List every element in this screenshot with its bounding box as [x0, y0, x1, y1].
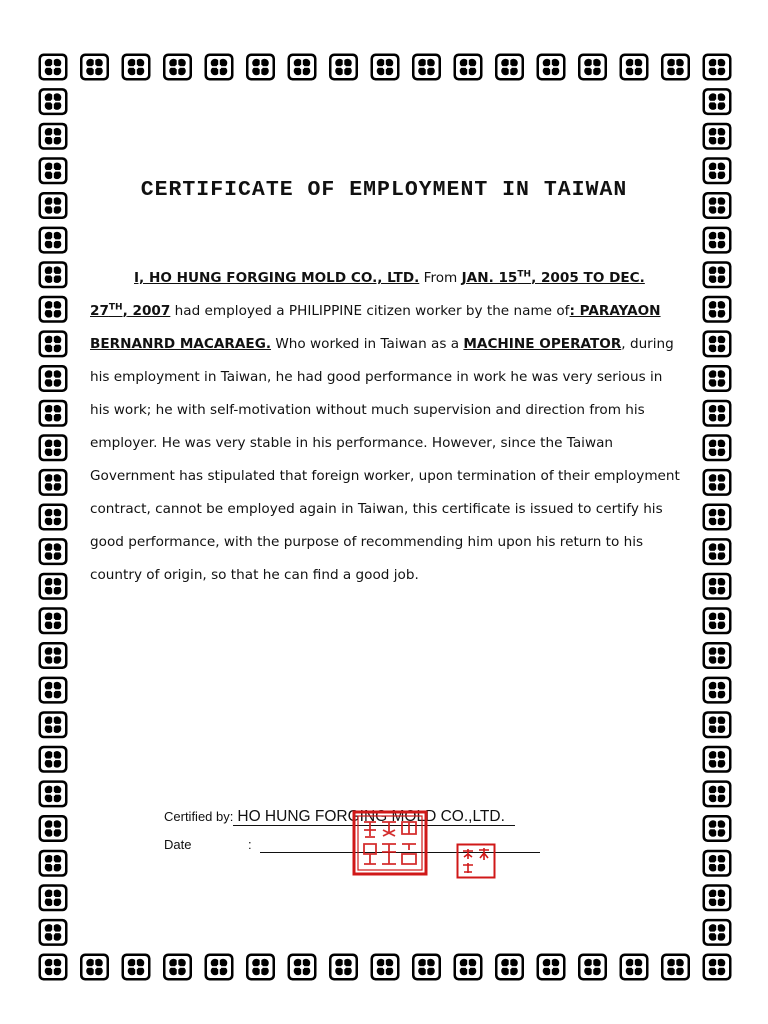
body-rest: , during his employment in Taiwan, he had good performance in work he was very serious in his work; he with self-motivation without much supervision and direction from his employer. He was very stable in his performance. However, since the Taiwan Government has stipulated that foreign worker, upon termination of their employment contract, cannot be employed again in Taiwan, this certificate is issued to certify his good performance, with the purpose of recommending him upon his return to his country of origin, so that he can find a good job. — [90, 336, 680, 583]
border-tile — [661, 954, 690, 981]
border-tile — [703, 469, 732, 496]
border-tile — [620, 954, 649, 981]
border-tile — [703, 504, 732, 531]
border-tile — [454, 54, 483, 81]
border-tile — [578, 954, 607, 981]
certificate-title: CERTIFICATE OF EMPLOYMENT IN TAIWAN — [140, 178, 628, 202]
company-intro: I, HO HUNG FORGING MOLD CO., LTD. — [134, 270, 420, 286]
border-tile — [39, 607, 68, 634]
border-tile — [703, 607, 732, 634]
period-comma: , — [122, 303, 128, 319]
border-tile — [703, 434, 732, 461]
border-tile — [703, 677, 732, 704]
border-tile — [329, 54, 358, 81]
border-tile — [288, 54, 317, 81]
border-tile — [39, 227, 68, 254]
border-tile — [39, 88, 68, 115]
date-colon: : — [248, 837, 252, 852]
border-tile — [39, 400, 68, 427]
border-tile — [661, 54, 690, 81]
border-tile — [39, 469, 68, 496]
border-tile — [537, 954, 566, 981]
worker-name: : PARAYAON BERNANRD MACARAEG. — [90, 303, 661, 352]
certificate-body — [90, 262, 680, 592]
border-tile — [39, 261, 68, 288]
border-tile — [703, 227, 732, 254]
border-tile — [454, 954, 483, 981]
certified-by-label: Certified by: — [164, 809, 234, 824]
border-tile — [703, 746, 732, 773]
border-tile — [39, 711, 68, 738]
border-tile — [703, 538, 732, 565]
border-tile — [39, 296, 68, 323]
end-year: 2007 — [132, 303, 171, 319]
border-tile — [39, 538, 68, 565]
border-tile — [703, 54, 732, 81]
border-tile — [703, 330, 732, 357]
border-tile — [703, 88, 732, 115]
border-tile — [205, 954, 234, 981]
border-tile — [80, 54, 109, 81]
worked-text: Who worked in Taiwan as a — [271, 336, 464, 352]
job-position: MACHINE OPERATOR — [463, 336, 622, 352]
border-tile — [39, 677, 68, 704]
border-tile — [703, 400, 732, 427]
border-tile — [620, 54, 649, 81]
border-tile — [122, 54, 151, 81]
border-tile — [329, 954, 358, 981]
border-tile — [495, 54, 524, 81]
period-middle: , 2005 TO DEC. 27 — [90, 270, 645, 319]
border-tile — [205, 54, 234, 81]
border-tile — [39, 54, 68, 81]
border-tile — [163, 54, 192, 81]
certified-by-line — [164, 808, 515, 826]
border-tile — [288, 954, 317, 981]
end-date-suffix: TH — [108, 302, 123, 313]
border-tile — [39, 884, 68, 911]
start-date-suffix: TH — [517, 269, 532, 280]
personal-seal-stamp — [456, 843, 496, 879]
border-tile — [163, 954, 192, 981]
border-tile — [39, 746, 68, 773]
border-tile — [703, 123, 732, 150]
date-line — [164, 837, 252, 852]
from-word: From — [419, 270, 462, 286]
border-tile — [703, 261, 732, 288]
border-tile — [122, 954, 151, 981]
border-tile — [39, 365, 68, 392]
border-tile — [703, 780, 732, 807]
border-tile — [703, 296, 732, 323]
border-tile — [578, 54, 607, 81]
border-tile — [371, 54, 400, 81]
certifying-company: HO HUNG FORGING MOLD CO.,LTD. — [233, 808, 515, 826]
border-tile — [703, 815, 732, 842]
border-tile — [39, 434, 68, 461]
body-paragraph — [90, 262, 680, 592]
border-tile — [371, 954, 400, 981]
border-tile — [703, 919, 732, 946]
border-tile — [39, 954, 68, 981]
border-tile — [703, 573, 732, 600]
employed-text: had employed a PHILIPPINE citizen worker by the name of — [170, 303, 570, 319]
border-tile — [39, 330, 68, 357]
border-tile — [412, 954, 441, 981]
border-tile — [39, 642, 68, 669]
border-tile — [246, 954, 275, 981]
border-tile — [703, 642, 732, 669]
border-tile — [39, 504, 68, 531]
border-tile — [703, 850, 732, 877]
border-tile — [703, 711, 732, 738]
company-seal-stamp — [352, 810, 428, 876]
border-tile — [39, 850, 68, 877]
border-tile — [39, 780, 68, 807]
border-tile — [412, 54, 441, 81]
border-tile — [703, 365, 732, 392]
start-date: JAN. 15 — [461, 270, 518, 286]
border-tile — [39, 815, 68, 842]
border-tile — [39, 919, 68, 946]
border-tile — [537, 54, 566, 81]
border-tile — [495, 954, 524, 981]
date-label: Date — [164, 837, 192, 852]
border-tile — [80, 954, 109, 981]
border-tile — [246, 54, 275, 81]
border-tile — [703, 954, 732, 981]
border-tile — [703, 884, 732, 911]
border-tile — [39, 573, 68, 600]
border-tile — [39, 123, 68, 150]
